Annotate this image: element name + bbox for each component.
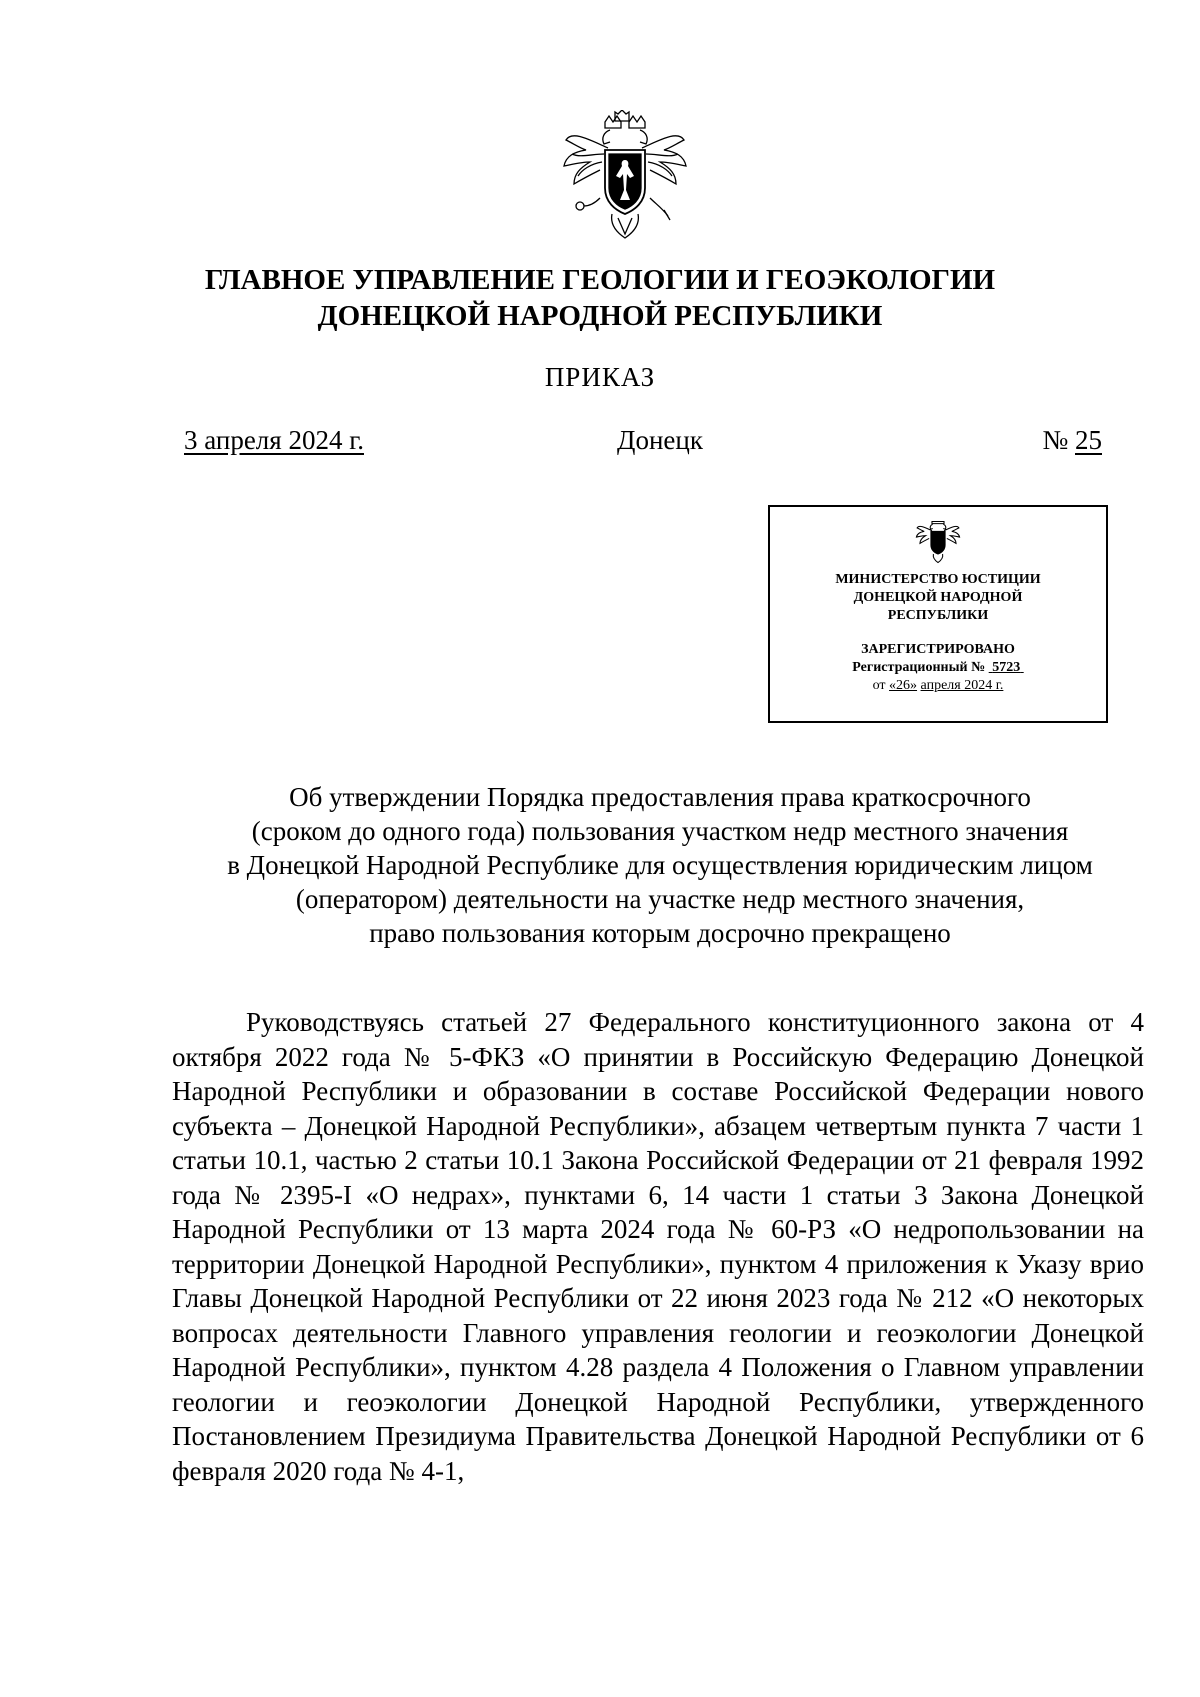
document-city: Донецк (617, 425, 703, 455)
number-prefix: № (1042, 425, 1069, 455)
stamp-ministry (770, 571, 1106, 625)
number-value: 25 (1075, 425, 1102, 455)
stamp-reg-number (770, 659, 1106, 677)
stamp-line3: РЕСПУБЛИКИ (887, 608, 989, 623)
stamp-reg-value: 5723 (992, 660, 1021, 675)
registration-stamp (768, 505, 1108, 723)
stamp-line1: МИНИСТЕРСТВО ЮСТИЦИИ (835, 572, 1041, 587)
title-line1: Об утверждении Порядка предоставления права краткосрочного (289, 782, 1031, 812)
organization-name (0, 262, 1200, 334)
stamp-date-rest: апреля 2024 г. (920, 678, 1004, 693)
title-line2: (сроком до одного года) пользования участком недр местного значения (251, 816, 1069, 846)
organization-name-line1: ГЛАВНОЕ УПРАВЛЕНИЕ ГЕОЛОГИИ И ГЕОЭКОЛОГИИ (204, 264, 996, 296)
stamp-reg-label: Регистрационный № (852, 660, 986, 675)
coat-of-arms-icon (560, 110, 690, 250)
document-type: ПРИКАЗ (544, 362, 656, 392)
title-line5: право пользования которым досрочно прекращено (369, 918, 951, 948)
stamp-date-day: «26» (889, 678, 918, 693)
body-paragraph: Руководствуясь статьей 27 Федерального конституционного закона от 4 октября 2022 года № 5-ФКЗ «О принятии в Российскую Федерацию Донецкой Народной Республики и образовании в составе Российской Федерации нового субъекта – Донецкой Народной Республики», абзацем четвертым пункта 7 части 1 статьи 10.1, частью 2 статьи 10.1 Закона Российской Федерации от 21 февраля 1992 года № 2395-I «О недрах», пунктами 6, 14 части 1 статьи 3 Закона Донецкой Народной Республики от 13 марта 2024 года № 60-РЗ «О недропользовании на территории Донецкой Народной Республики», пунктом 4 приложения к Указу врио Главы Донецкой Народной Республики от 22 июня 2023 года № 212 «О некоторых вопросах деятельности Главного управления геологии и геоэкологии Донецкой Народной Республики», пунктом 4.28 раздела 4 Положения о Главном управлении геологии и геоэкологии Донецкой Народной Республики, утвержденного Постановлением Президиума Правительства Донецкой Народной Республики от 6 февраля 2020 года № 4-1, (172, 1007, 1144, 1486)
organization-name-line2: ДОНЕЦКОЙ НАРОДНОЙ РЕСПУБЛИКИ (317, 300, 883, 332)
document-date: 3 апреля 2024 г. (184, 425, 364, 455)
document-number (1042, 425, 1102, 456)
stamp-date (770, 677, 1106, 695)
stamp-line2: ДОНЕЦКОЙ НАРОДНОЙ (853, 590, 1023, 605)
title-line3: в Донецкой Народной Республике для осуществления юридическим лицом (227, 850, 1093, 880)
title-line4: (оператором) деятельности на участке недр местного значения, (295, 884, 1025, 914)
stamp-date-prefix: от (872, 678, 886, 693)
document-title (0, 780, 1200, 950)
stamp-coat-of-arms-icon (915, 517, 961, 567)
stamp-registered: ЗАРЕГИСТРИРОВАНО (861, 642, 1015, 657)
